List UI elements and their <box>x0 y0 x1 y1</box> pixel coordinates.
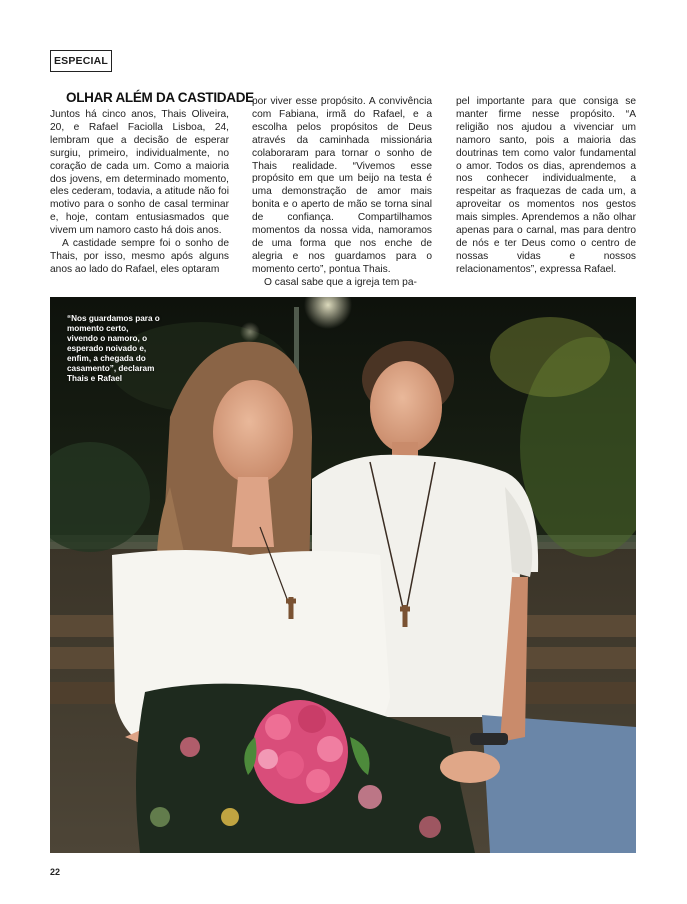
paragraph: O casal sabe que a igreja tem pa- <box>264 276 417 288</box>
couple-photo <box>50 297 636 853</box>
text-column-2 <box>252 96 432 290</box>
paragraph: por viver esse propósito. A convivência com Fabiana, irmã do Rafael, e a escolha pelos propósitos de Deus através da caminhada missionária colaboraram para tornar o sonho de Thais realidade. “Vivemos esse propósito em que um beijo na testa é uma demonstração de amor mais bonita e o aperto de mão se torna sinal de confiança. Compartilhamos momentos da nossa vida, namoramos de uma forma que nos enche de alegria e nos guardamos para o momento certo”, pontua Thais. <box>252 96 432 275</box>
page-number: 22 <box>50 867 61 877</box>
paragraph: A castidade sempre foi o sonho de Thais, por isso, mesmo após alguns anos ao lado do Rafael, eles optaram <box>50 238 229 275</box>
text-column-3 <box>456 96 636 277</box>
text-column-1 <box>50 109 229 277</box>
article-headline: OLHAR ALÉM DA CASTIDADE <box>66 90 254 105</box>
paragraph: pel importante para que consiga se manter firme nesse propósito. “A religião nos ajudou a vivenciar um namoro santo, pois a maioria das doutrinas tem como valor fundamental o amor. Todos os dias, aprendemos a nos conhecer individualmente, a respeitar as fraquezas de cada um, a aproveitar os momentos nos gestos mais simples. Aprendemos a não olhar apenas para o carnal, mas para dentro de nós e ter Deus como o centro de nossas vidas e nossos relacionamentos”, expressa Rafael. <box>456 96 636 275</box>
photo-caption: “Nos guardamos para o momento certo, vivendo o namoro, o esperado noivado e, enfim, a chegada do casamento”, declaram Thais e Rafael <box>67 314 160 383</box>
section-tag: ESPECIAL <box>50 50 112 72</box>
paragraph: Juntos há cinco anos, Thais Oliveira, 20, e Rafael Faciolla Lisboa, 24, lembram que a decisão de esperar surgiu, primeiro, individualmente, no coração de cada um. Como a maioria dos jovens, em determinado momento, eles cederam, todavia, a atitude não foi motivo para o sonho de casal terminar e, hoje, contam entusiasmados que vivem um namoro casto há dois anos. <box>50 109 229 237</box>
